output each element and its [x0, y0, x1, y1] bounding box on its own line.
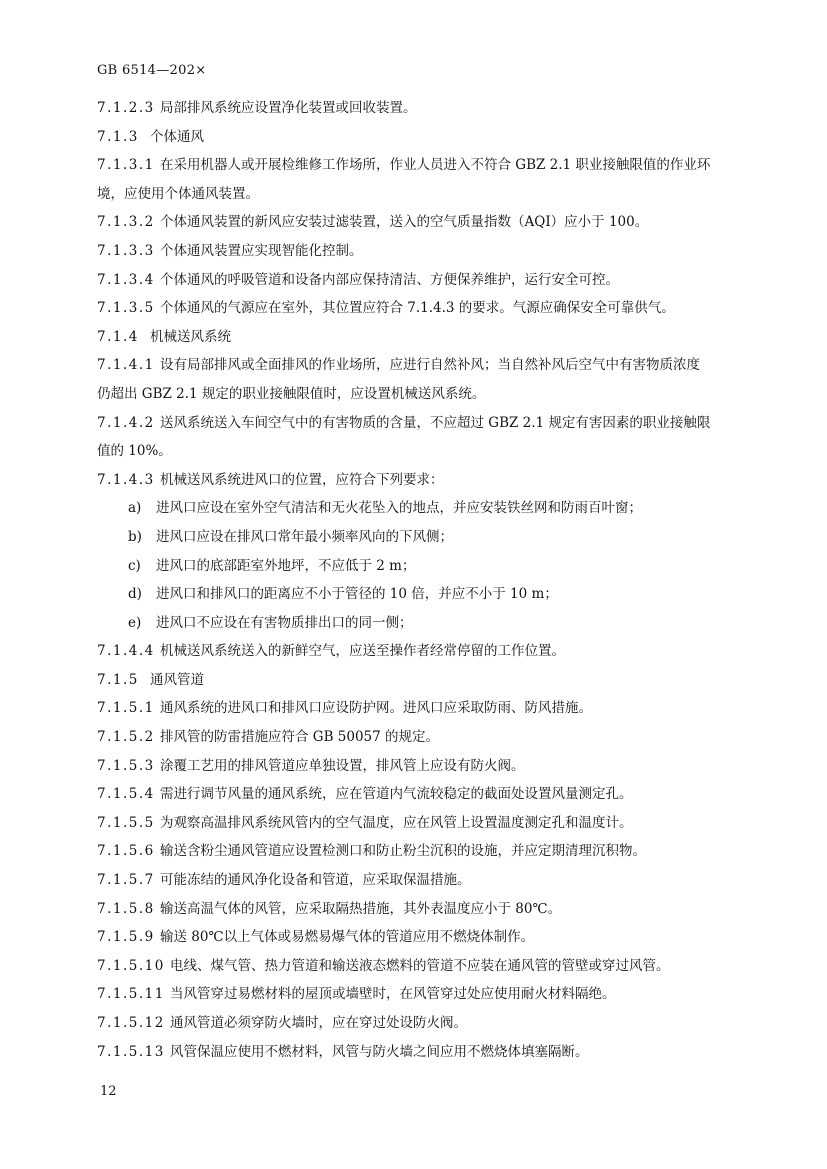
clause-text: 排风管的防雷措施应符合 GB 50057 的规定。 — [160, 729, 440, 746]
list-text: 进风口不应设在有害物质排出口的同一侧； — [156, 614, 413, 631]
list-item-e — [97, 609, 737, 638]
clause-text: 仍超出 GBZ 2.1 规定的职业接触限值时，应设置机械送风系统。 — [97, 385, 486, 402]
clause-7-1-5-9 — [97, 923, 737, 952]
clause-7-1-5-11 — [97, 980, 737, 1009]
clause-text: 值的 10%。 — [97, 443, 172, 460]
clause-text: 涂覆工艺用的排风管道应单独设置，排风管上应设有防火阀。 — [160, 757, 525, 774]
clause-7-1-5-1 — [97, 694, 737, 723]
heading-number: 7.1.3 — [97, 128, 139, 145]
clause-text: 机械送风系统进风口的位置，应符合下列要求： — [160, 471, 444, 488]
list-label: b) — [128, 528, 142, 545]
clause-number: 7.1.4.2 — [97, 414, 155, 431]
list-label: c) — [128, 557, 141, 574]
clause-text: 设有局部排风或全面排风的作业场所，应进行自然补风；当自然补风后空气中有害物质浓度 — [160, 357, 700, 374]
clause-text: 个体通风的呼吸管道和设备内部应保持清洁、方便保养维护，运行安全可控。 — [160, 271, 619, 288]
clause-text: 机械送风系统送入的新鲜空气，应送至操作者经常停留的工作位置。 — [160, 643, 565, 660]
heading-text: 机械送风系统 — [150, 328, 231, 345]
heading-7-1-5 — [97, 666, 737, 695]
clause-number: 7.1.5.3 — [97, 757, 155, 774]
clause-number: 7.1.4.4 — [97, 643, 155, 660]
clause-text: 可能冻结的通风净化设备和管道，应采取保温措施。 — [160, 872, 471, 889]
list-label: e) — [128, 614, 142, 631]
clause-number: 7.1.3.5 — [97, 300, 155, 317]
clause-7-1-3-3 — [97, 237, 737, 266]
clause-number: 7.1.5.11 — [97, 986, 165, 1003]
heading-text: 个体通风 — [150, 128, 204, 145]
clause-text: 输送 80℃以上气体或易燃易爆气体的管道应用不燃烧体制作。 — [160, 929, 535, 946]
document-body — [97, 94, 737, 1066]
clause-text: 电线、煤气管、热力管道和输送液态燃料的管道不应装在通风管的管壁或穿过风管。 — [170, 957, 670, 974]
list-text: 进风口应设在排风口常年最小频率风向的下风侧； — [156, 528, 453, 545]
heading-text: 通风管道 — [150, 671, 204, 688]
page-number: 12 — [100, 1084, 117, 1099]
clause-number: 7.1.5.12 — [97, 1015, 165, 1031]
clause-7-1-4-4 — [97, 637, 737, 666]
clause-number: 7.1.5.8 — [97, 900, 155, 917]
clause-7-1-5-3 — [97, 752, 737, 781]
heading-7-1-4 — [97, 323, 737, 352]
clause-7-1-5-10 — [97, 952, 737, 981]
clause-text: 个体通风的气源应在室外，其位置应符合 7.1.4.3 的要求。气源应确保安全可靠供气。 — [160, 300, 675, 317]
list-text: 进风口和排风口的距离应不小于管径的 10 倍，并应不小于 10 m； — [156, 586, 558, 603]
list-item-c — [97, 552, 737, 581]
clause-number: 7.1.5.7 — [97, 872, 155, 889]
clause-7-1-4-2 — [97, 409, 737, 438]
clause-text: 通风管道必须穿防火墙时，应在穿过处设防火阀。 — [170, 1015, 467, 1031]
clause-number: 7.1.5.13 — [97, 1043, 165, 1060]
clause-number: 7.1.4.3 — [97, 471, 155, 488]
document-code: GB 6514—202× — [97, 63, 207, 78]
clause-text: 风管保温应使用不燃材料，风管与防火墙之间应用不燃烧体填塞隔断。 — [170, 1043, 589, 1060]
clause-number: 7.1.3.3 — [97, 242, 155, 259]
clause-continuation — [97, 437, 737, 466]
clause-7-1-3-4 — [97, 266, 737, 295]
clause-text: 输送高温气体的风管，应采取隔热措施，其外表温度应小于 80℃。 — [160, 900, 562, 917]
heading-7-1-3 — [97, 123, 737, 152]
clause-text: 个体通风装置的新风应安装过滤装置，送入的空气质量指数（AQI）应小于 100。 — [160, 214, 649, 231]
clause-continuation — [97, 180, 737, 209]
list-text: 进风口应设在室外空气清洁和无火花坠入的地点，并应安装铁丝网和防雨百叶窗； — [156, 500, 642, 517]
clause-7-1-5-2 — [97, 723, 737, 752]
clause-text: 局部排风系统应设置净化装置或回收装置。 — [160, 100, 417, 116]
heading-number: 7.1.4 — [97, 328, 139, 345]
clause-number: 7.1.5.9 — [97, 929, 155, 946]
clause-7-1-3-5 — [97, 294, 737, 323]
clause-7-1-5-7 — [97, 866, 737, 895]
clause-7-1-5-6 — [97, 837, 737, 866]
clause-7-1-4-3 — [97, 466, 737, 495]
clause-number: 7.1.4.1 — [97, 357, 155, 374]
list-item-a — [97, 494, 737, 523]
clause-number: 7.1.3.4 — [97, 271, 155, 288]
clause-number: 7.1.3.1 — [97, 157, 155, 174]
clause-number: 7.1.5.5 — [97, 814, 155, 831]
clause-number: 7.1.5.6 — [97, 843, 155, 860]
clause-text: 需进行调节风量的通风系统，应在管道内气流较稳定的截面处设置风量测定孔。 — [160, 786, 633, 803]
clause-text: 送风系统送入车间空气中的有害物质的含量，不应超过 GBZ 2.1 规定有害因素的职业接触限 — [160, 414, 711, 431]
clause-text: 境，应使用个体通风装置。 — [97, 185, 259, 202]
clause-text: 为观察高温排风系统风管内的空气温度，应在风管上设置温度测定孔和温度计。 — [160, 814, 633, 831]
clause-number: 7.1.3.2 — [97, 214, 155, 231]
clause-text: 个体通风装置应实现智能化控制。 — [160, 242, 363, 259]
clause-number: 7.1.5.2 — [97, 729, 155, 746]
list-item-d — [97, 580, 737, 609]
clause-number: 7.1.5.1 — [97, 700, 155, 717]
clause-7-1-5-8 — [97, 895, 737, 924]
heading-number: 7.1.5 — [97, 671, 139, 688]
clause-7-1-5-13 — [97, 1038, 737, 1067]
list-item-b — [97, 523, 737, 552]
clause-number: 7.1.5.4 — [97, 786, 155, 803]
clause-text: 在采用机器人或开展检维修工作场所，作业人员进入不符合 GBZ 2.1 职业接触限值的作业环 — [160, 157, 711, 174]
clause-7-1-2-3 — [97, 94, 737, 123]
clause-number: 7.1.2.3 — [97, 100, 155, 116]
clause-7-1-3-2 — [97, 208, 737, 237]
clause-number: 7.1.5.10 — [97, 957, 165, 974]
clause-text: 当风管穿过易燃材料的屋顶或墙壁时，在风管穿过处应使用耐火材料隔绝。 — [170, 986, 616, 1003]
clause-7-1-5-5 — [97, 809, 737, 838]
clause-continuation — [97, 380, 737, 409]
clause-7-1-4-1 — [97, 351, 737, 380]
clause-7-1-3-1 — [97, 151, 737, 180]
clause-7-1-5-4 — [97, 780, 737, 809]
clause-text: 通风系统的进风口和排风口应设防护网。进风口应采取防雨、防风措施。 — [160, 700, 592, 717]
clause-text: 输送含粉尘通风管道应设置检测口和防止粉尘沉积的设施，并应定期清理沉积物。 — [160, 843, 646, 860]
list-label: a) — [128, 500, 142, 517]
clause-7-1-5-12 — [97, 1009, 737, 1038]
list-label: d) — [128, 586, 142, 603]
list-text: 进风口的底部距室外地坪，不应低于 2 m； — [156, 557, 416, 574]
